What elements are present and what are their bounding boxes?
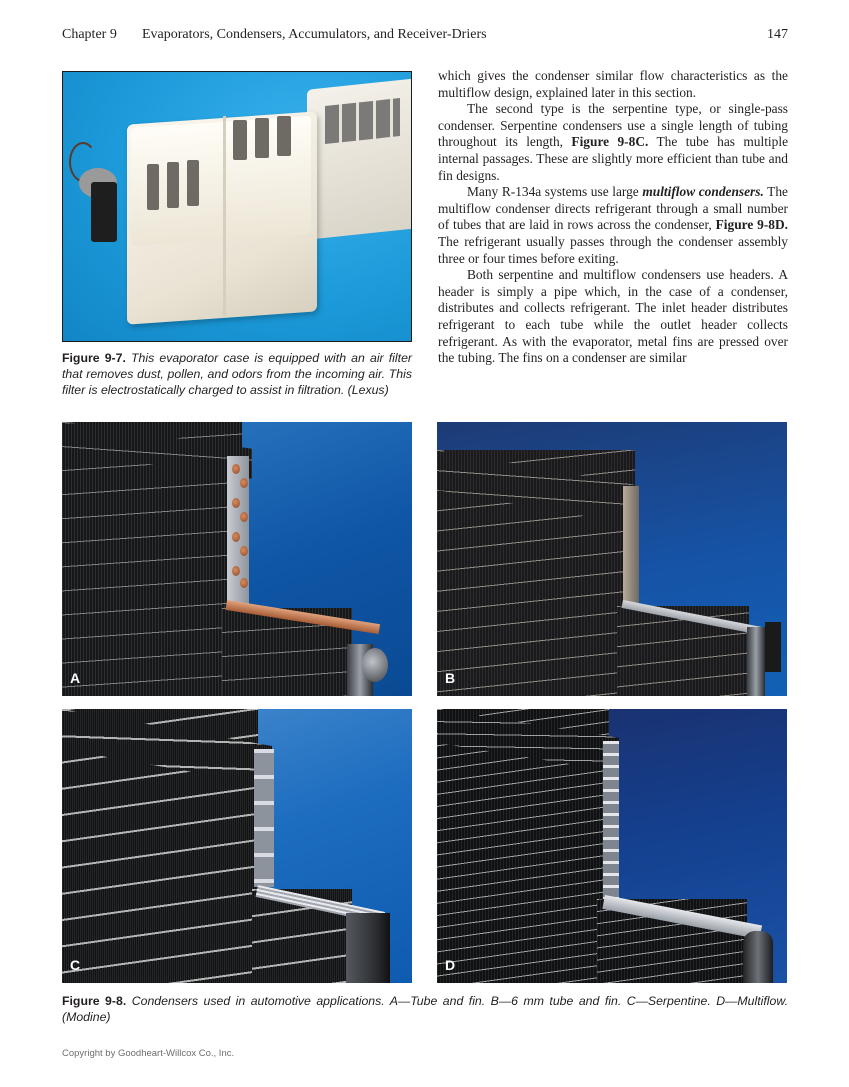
header-tank <box>346 913 390 983</box>
copper-tube-end <box>240 578 248 588</box>
copper-tube-end <box>232 566 240 576</box>
key-term: multiflow condensers. <box>642 184 764 200</box>
condenser-end-plate <box>623 486 639 604</box>
panel-letter: B <box>445 670 456 686</box>
paragraph-text: The refrigerant usually passes through the condenser assembly three or four times before exiting. <box>438 233 788 266</box>
evaporator-vent-slot <box>167 162 179 208</box>
evaporator-case-divider <box>223 116 226 316</box>
return-bend <box>362 648 388 682</box>
evaporator-vent-slot <box>255 118 269 158</box>
body-paragraph <box>438 267 788 367</box>
figure-9-8b-image <box>437 422 787 696</box>
serpentine-tube-ends <box>254 749 274 887</box>
evaporator-filter-grille <box>325 98 400 144</box>
caption-text: Condensers used in automotive applications. A—Tube and fin. B—6 mm tube and fin. C—Serpentine. D—Multiflow. (Modine) <box>62 994 788 1024</box>
body-text-column <box>438 68 788 367</box>
paragraph-text: The second type is the serpentine type, or single-pass condenser. Serpentine condensers use a single length of tubing throughout its length, <box>438 101 788 150</box>
page-number: 147 <box>767 27 788 42</box>
figure-label: Figure 9-7. <box>62 351 126 365</box>
copper-tube-end <box>232 464 240 474</box>
header-tank <box>747 627 765 696</box>
evaporator-vent-slot <box>187 160 199 206</box>
paragraph-text: The tube has multiple internal passages. These are slightly more efficient than tube and fin designs. <box>438 134 789 183</box>
panel-letter: A <box>70 670 81 686</box>
figure-label: Figure 9-8. <box>62 994 127 1008</box>
header-tank <box>743 931 773 983</box>
mounting-bracket <box>765 622 781 672</box>
copper-tube-end <box>232 498 240 508</box>
multiflow-tube-ends <box>603 741 619 901</box>
copper-tube-end <box>232 532 240 542</box>
paragraph-text: which gives the condenser similar flow characteristics as the multiflow design, explained later in this section. <box>438 68 788 100</box>
body-paragraph <box>438 68 788 101</box>
caption-text: This evaporator case is equipped with an air filter that removes dust, pollen, and odors from the incoming air. This filter is electrostatically charged to assist in filtration. (Lexus) <box>62 351 413 397</box>
figure-9-8-caption <box>62 993 788 1025</box>
copyright-footer: Copyright by Goodheart-Willcox Co., Inc. <box>62 1048 235 1059</box>
copper-tube-end <box>240 512 248 522</box>
body-paragraph <box>438 184 788 267</box>
evaporator-vent-slot <box>147 164 159 210</box>
figure-reference: Figure 9-8D. <box>715 217 788 233</box>
evaporator-vent-slot <box>277 116 291 156</box>
figure-9-8d-image <box>437 709 787 983</box>
chapter-label: Chapter 9 <box>62 27 117 42</box>
panel-letter: C <box>70 957 81 973</box>
paragraph-text: The multiflow condenser directs refrigerant through a small number of tubes that are laid in rows across the condenser, <box>438 184 788 233</box>
paragraph-text: Many R-134a systems use large <box>467 184 643 200</box>
paragraph-text: Both serpentine and multiflow condensers use headers. A header is simply a pipe which, in the case of a condenser, distributes and collects refrigerant. The inlet header distributes refrigerant to each tube while the outlet header collects refrigerant. As with the evaporator, metal fins are pressed over the tubing. The fins on a condenser are similar <box>438 267 788 366</box>
body-paragraph <box>438 101 788 184</box>
figure-9-7-image <box>62 71 412 342</box>
copper-tube-end <box>240 546 248 556</box>
running-header <box>62 27 788 47</box>
figure-9-8a-image <box>62 422 412 696</box>
panel-letter: D <box>445 957 456 973</box>
chapter-title: Evaporators, Condensers, Accumulators, and Receiver-Driers <box>142 27 487 42</box>
actuator-bracket <box>91 182 117 242</box>
evaporator-vent-slot <box>233 120 247 160</box>
copper-tube-end <box>240 478 248 488</box>
figure-reference: Figure 9-8C. <box>571 134 649 150</box>
figure-9-7-caption <box>62 350 412 398</box>
figure-9-8c-image <box>62 709 412 983</box>
